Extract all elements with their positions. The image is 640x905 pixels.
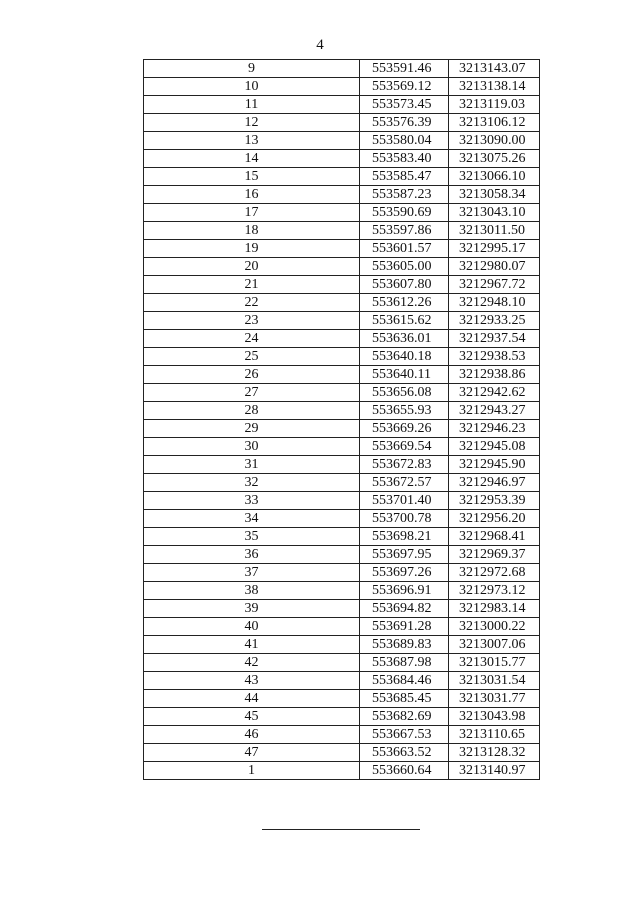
x-coordinate-cell: 553660.64 <box>360 762 449 780</box>
table-row <box>144 528 540 546</box>
table-row <box>144 708 540 726</box>
table-row <box>144 114 540 132</box>
x-coordinate-cell: 553691.28 <box>360 618 449 636</box>
y-coordinate-cell: 3213106.12 <box>449 114 540 132</box>
y-coordinate-cell: 3212969.37 <box>449 546 540 564</box>
x-coordinate-cell: 553697.26 <box>360 564 449 582</box>
y-coordinate-cell: 3213031.77 <box>449 690 540 708</box>
point-number-cell: 39 <box>144 600 360 618</box>
table-row <box>144 330 540 348</box>
point-number-cell: 34 <box>144 510 360 528</box>
table-row <box>144 690 540 708</box>
table-row <box>144 276 540 294</box>
x-coordinate-cell: 553640.11 <box>360 366 449 384</box>
y-coordinate-cell: 3212953.39 <box>449 492 540 510</box>
table-row <box>144 240 540 258</box>
x-coordinate-cell: 553583.40 <box>360 150 449 168</box>
point-number-cell: 22 <box>144 294 360 312</box>
x-coordinate-cell: 553636.01 <box>360 330 449 348</box>
point-number-cell: 44 <box>144 690 360 708</box>
y-coordinate-cell: 3212980.07 <box>449 258 540 276</box>
table-row <box>144 168 540 186</box>
y-coordinate-cell: 3212948.10 <box>449 294 540 312</box>
y-coordinate-cell: 3212942.62 <box>449 384 540 402</box>
table-row <box>144 582 540 600</box>
table-row <box>144 762 540 780</box>
y-coordinate-cell: 3212995.17 <box>449 240 540 258</box>
point-number-cell: 12 <box>144 114 360 132</box>
table-row <box>144 222 540 240</box>
point-number-cell: 28 <box>144 402 360 420</box>
x-coordinate-cell: 553698.21 <box>360 528 449 546</box>
table-row <box>144 258 540 276</box>
table-row <box>144 78 540 96</box>
y-coordinate-cell: 3213058.34 <box>449 186 540 204</box>
x-coordinate-cell: 553573.45 <box>360 96 449 114</box>
table-row <box>144 636 540 654</box>
point-number-cell: 13 <box>144 132 360 150</box>
table-row <box>144 618 540 636</box>
y-coordinate-cell: 3213138.14 <box>449 78 540 96</box>
y-coordinate-cell: 3213043.98 <box>449 708 540 726</box>
point-number-cell: 38 <box>144 582 360 600</box>
y-coordinate-cell: 3213110.65 <box>449 726 540 744</box>
y-coordinate-cell: 3213066.10 <box>449 168 540 186</box>
x-coordinate-cell: 553700.78 <box>360 510 449 528</box>
coordinates-table-body <box>144 60 540 780</box>
y-coordinate-cell: 3212938.53 <box>449 348 540 366</box>
y-coordinate-cell: 3212938.86 <box>449 366 540 384</box>
table-row <box>144 474 540 492</box>
x-coordinate-cell: 553615.62 <box>360 312 449 330</box>
y-coordinate-cell: 3212945.08 <box>449 438 540 456</box>
table-row <box>144 348 540 366</box>
x-coordinate-cell: 553663.52 <box>360 744 449 762</box>
point-number-cell: 10 <box>144 78 360 96</box>
y-coordinate-cell: 3212972.68 <box>449 564 540 582</box>
x-coordinate-cell: 553667.53 <box>360 726 449 744</box>
y-coordinate-cell: 3212937.54 <box>449 330 540 348</box>
x-coordinate-cell: 553685.45 <box>360 690 449 708</box>
x-coordinate-cell: 553669.26 <box>360 420 449 438</box>
y-coordinate-cell: 3213128.32 <box>449 744 540 762</box>
y-coordinate-cell: 3212973.12 <box>449 582 540 600</box>
x-coordinate-cell: 553696.91 <box>360 582 449 600</box>
x-coordinate-cell: 553590.69 <box>360 204 449 222</box>
x-coordinate-cell: 553607.80 <box>360 276 449 294</box>
point-number-cell: 21 <box>144 276 360 294</box>
x-coordinate-cell: 553694.82 <box>360 600 449 618</box>
point-number-cell: 19 <box>144 240 360 258</box>
table-row <box>144 420 540 438</box>
table-row <box>144 186 540 204</box>
point-number-cell: 23 <box>144 312 360 330</box>
y-coordinate-cell: 3213090.00 <box>449 132 540 150</box>
table-row <box>144 294 540 312</box>
x-coordinate-cell: 553684.46 <box>360 672 449 690</box>
x-coordinate-cell: 553576.39 <box>360 114 449 132</box>
point-number-cell: 17 <box>144 204 360 222</box>
y-coordinate-cell: 3212946.97 <box>449 474 540 492</box>
point-number-cell: 24 <box>144 330 360 348</box>
table-row <box>144 60 540 78</box>
point-number-cell: 31 <box>144 456 360 474</box>
point-number-cell: 26 <box>144 366 360 384</box>
y-coordinate-cell: 3212967.72 <box>449 276 540 294</box>
y-coordinate-cell: 3213011.50 <box>449 222 540 240</box>
coordinates-table <box>143 59 540 780</box>
y-coordinate-cell: 3213140.97 <box>449 762 540 780</box>
x-coordinate-cell: 553697.95 <box>360 546 449 564</box>
x-coordinate-cell: 553587.23 <box>360 186 449 204</box>
y-coordinate-cell: 3213075.26 <box>449 150 540 168</box>
table-row <box>144 366 540 384</box>
y-coordinate-cell: 3212933.25 <box>449 312 540 330</box>
point-number-cell: 29 <box>144 420 360 438</box>
y-coordinate-cell: 3212956.20 <box>449 510 540 528</box>
point-number-cell: 11 <box>144 96 360 114</box>
x-coordinate-cell: 553687.98 <box>360 654 449 672</box>
page-number: 4 <box>316 37 324 53</box>
footer-divider <box>262 829 420 830</box>
point-number-cell: 37 <box>144 564 360 582</box>
x-coordinate-cell: 553655.93 <box>360 402 449 420</box>
x-coordinate-cell: 553591.46 <box>360 60 449 78</box>
table-row <box>144 456 540 474</box>
point-number-cell: 18 <box>144 222 360 240</box>
x-coordinate-cell: 553585.47 <box>360 168 449 186</box>
table-row <box>144 546 540 564</box>
x-coordinate-cell: 553656.08 <box>360 384 449 402</box>
point-number-cell: 30 <box>144 438 360 456</box>
x-coordinate-cell: 553569.12 <box>360 78 449 96</box>
point-number-cell: 41 <box>144 636 360 654</box>
x-coordinate-cell: 553612.26 <box>360 294 449 312</box>
table-row <box>144 672 540 690</box>
point-number-cell: 47 <box>144 744 360 762</box>
x-coordinate-cell: 553640.18 <box>360 348 449 366</box>
point-number-cell: 42 <box>144 654 360 672</box>
point-number-cell: 1 <box>144 762 360 780</box>
y-coordinate-cell: 3213119.03 <box>449 96 540 114</box>
table-row <box>144 600 540 618</box>
x-coordinate-cell: 553669.54 <box>360 438 449 456</box>
y-coordinate-cell: 3213031.54 <box>449 672 540 690</box>
x-coordinate-cell: 553580.04 <box>360 132 449 150</box>
y-coordinate-cell: 3212945.90 <box>449 456 540 474</box>
x-coordinate-cell: 553672.57 <box>360 474 449 492</box>
table-row <box>144 384 540 402</box>
point-number-cell: 43 <box>144 672 360 690</box>
x-coordinate-cell: 553689.83 <box>360 636 449 654</box>
table-row <box>144 564 540 582</box>
point-number-cell: 20 <box>144 258 360 276</box>
x-coordinate-cell: 553605.00 <box>360 258 449 276</box>
x-coordinate-cell: 553682.69 <box>360 708 449 726</box>
y-coordinate-cell: 3212946.23 <box>449 420 540 438</box>
point-number-cell: 32 <box>144 474 360 492</box>
point-number-cell: 36 <box>144 546 360 564</box>
table-row <box>144 510 540 528</box>
point-number-cell: 9 <box>144 60 360 78</box>
point-number-cell: 27 <box>144 384 360 402</box>
table-row <box>144 402 540 420</box>
table-row <box>144 96 540 114</box>
point-number-cell: 33 <box>144 492 360 510</box>
y-coordinate-cell: 3213043.10 <box>449 204 540 222</box>
y-coordinate-cell: 3212983.14 <box>449 600 540 618</box>
table-row <box>144 726 540 744</box>
point-number-cell: 35 <box>144 528 360 546</box>
table-row <box>144 654 540 672</box>
y-coordinate-cell: 3212943.27 <box>449 402 540 420</box>
y-coordinate-cell: 3212968.41 <box>449 528 540 546</box>
x-coordinate-cell: 553601.57 <box>360 240 449 258</box>
table-row <box>144 312 540 330</box>
table-row <box>144 132 540 150</box>
point-number-cell: 14 <box>144 150 360 168</box>
point-number-cell: 40 <box>144 618 360 636</box>
table-row <box>144 492 540 510</box>
table-row <box>144 438 540 456</box>
table-row <box>144 744 540 762</box>
x-coordinate-cell: 553672.83 <box>360 456 449 474</box>
point-number-cell: 16 <box>144 186 360 204</box>
point-number-cell: 25 <box>144 348 360 366</box>
point-number-cell: 15 <box>144 168 360 186</box>
y-coordinate-cell: 3213007.06 <box>449 636 540 654</box>
table-row <box>144 150 540 168</box>
y-coordinate-cell: 3213143.07 <box>449 60 540 78</box>
x-coordinate-cell: 553597.86 <box>360 222 449 240</box>
point-number-cell: 46 <box>144 726 360 744</box>
table-row <box>144 204 540 222</box>
y-coordinate-cell: 3213000.22 <box>449 618 540 636</box>
x-coordinate-cell: 553701.40 <box>360 492 449 510</box>
y-coordinate-cell: 3213015.77 <box>449 654 540 672</box>
point-number-cell: 45 <box>144 708 360 726</box>
